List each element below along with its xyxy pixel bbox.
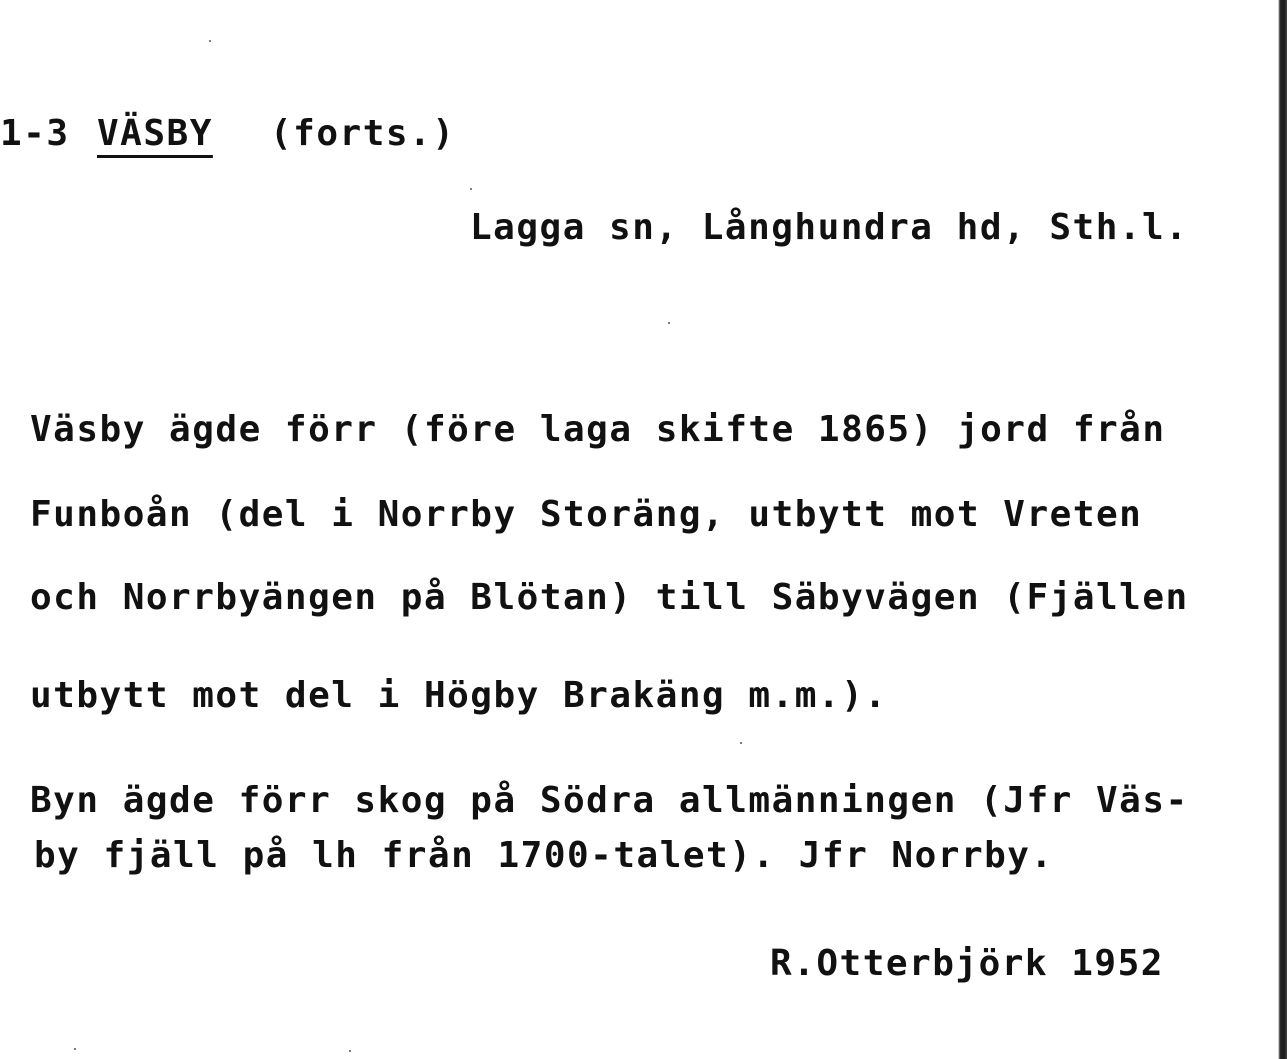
card-number: 1-3: [0, 113, 70, 154]
scan-speck: [470, 188, 472, 190]
body-line-6: by fjäll på lh från 1700-talet). Jfr Norrby.: [34, 835, 1054, 876]
body-line-2: Funboån (del i Norrby Storäng, utbytt mot Vreten: [30, 494, 1143, 535]
body-line-1: Väsby ägde förr (före laga skifte 1865) jord från: [30, 409, 1166, 450]
body-line-4: utbytt mot del i Högby Brakäng m.m.).: [30, 675, 888, 716]
place-name-heading: VÄSBY: [97, 113, 213, 154]
body-line-5: Byn ägde förr skog på Södra allmänningen (Jfr Väs-: [30, 780, 1189, 821]
card-edge-shadow: [1278, 0, 1287, 1059]
scan-speck: [209, 40, 211, 42]
scan-speck: [349, 1050, 351, 1052]
continuation-marker: (forts.): [270, 113, 456, 154]
location-line: Lagga sn, Långhundra hd, Sth.l.: [470, 207, 1189, 248]
scan-speck: [668, 322, 670, 324]
author-signature: R.Otterbjörk 1952: [770, 943, 1164, 984]
body-line-3: och Norrbyängen på Blötan) till Säbyvägen (Fjällen: [30, 577, 1189, 618]
scan-speck: [74, 1048, 76, 1050]
scan-speck: [740, 742, 742, 744]
